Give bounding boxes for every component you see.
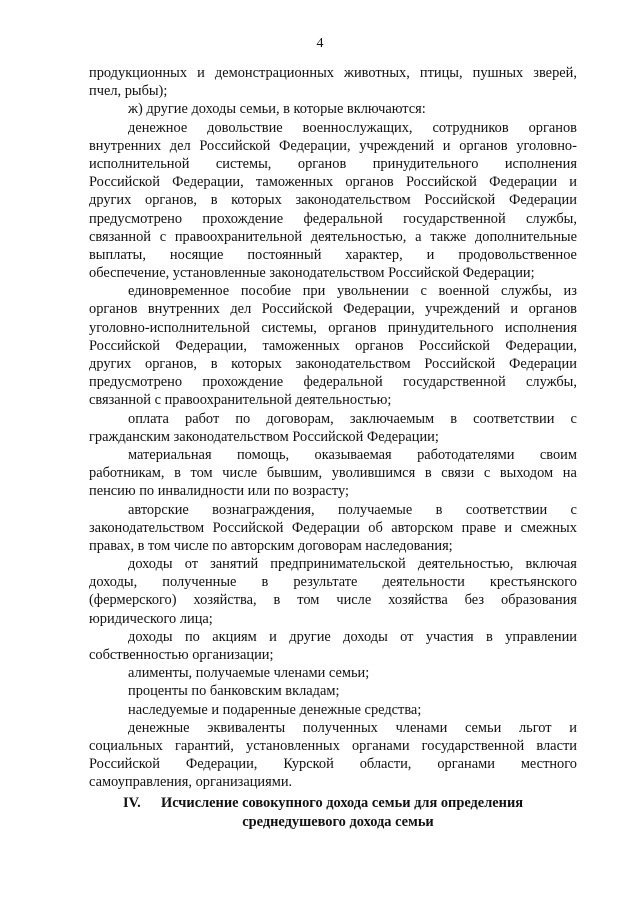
word: органов xyxy=(528,301,577,318)
text-line xyxy=(89,446,577,464)
word: законодательством xyxy=(89,519,205,536)
word: постоянный xyxy=(247,246,322,263)
word: договорам, xyxy=(266,410,334,427)
word: Федерации, xyxy=(279,137,351,154)
text-line xyxy=(89,519,577,537)
word: в xyxy=(450,410,458,427)
word: и xyxy=(569,174,577,191)
word: единовременное xyxy=(128,283,230,300)
word: Российской xyxy=(261,301,333,318)
word: от xyxy=(184,556,198,573)
text-line xyxy=(89,64,577,82)
word: Федерации, xyxy=(343,301,415,318)
word: с xyxy=(159,228,167,245)
text-line xyxy=(89,719,577,737)
text-line: обеспечение, установленные законодательством Российской Федерации; xyxy=(89,265,535,282)
word: органов xyxy=(459,137,508,154)
word: по xyxy=(184,628,200,645)
word: дел xyxy=(169,137,191,154)
word: внутренних xyxy=(89,137,162,154)
word: Федерации xyxy=(291,519,360,536)
word: учреждений xyxy=(425,301,500,318)
word: Российской xyxy=(199,137,271,154)
word: органов xyxy=(355,337,404,354)
word: предусмотрено xyxy=(89,374,183,391)
word: службы, xyxy=(500,283,552,300)
word: полученные xyxy=(162,574,237,591)
word: хозяйства xyxy=(388,592,448,609)
word: установленных xyxy=(246,737,340,754)
word: праве xyxy=(461,519,497,536)
word: местного xyxy=(520,756,577,773)
text-line: пчел, рыбы); xyxy=(89,83,168,100)
word: членами xyxy=(395,719,448,736)
word: характер, xyxy=(345,246,403,263)
word: Федерации, xyxy=(505,337,577,354)
word: в xyxy=(424,465,432,482)
word: образования xyxy=(500,592,577,609)
word: прохождение xyxy=(202,374,284,391)
word: правоохранительной xyxy=(174,228,303,245)
text-line xyxy=(89,155,577,173)
word: носящие xyxy=(169,246,224,263)
word: органами xyxy=(351,737,410,754)
word: Российской xyxy=(424,192,496,209)
word: доходы xyxy=(128,556,173,573)
word: Федерации xyxy=(508,356,577,372)
text-line xyxy=(89,573,577,591)
word: государственной xyxy=(403,210,506,227)
word: предусмотрено xyxy=(89,210,183,227)
word: органов, xyxy=(145,356,197,372)
word: том xyxy=(190,465,213,482)
text-line xyxy=(89,755,577,773)
word: от xyxy=(400,628,414,645)
word: в xyxy=(486,628,493,645)
text-line: собственностью организации; xyxy=(89,647,274,663)
word: уголовно- xyxy=(516,137,577,154)
word: в xyxy=(435,501,443,518)
text-line xyxy=(89,119,577,137)
text-line: юридического лица; xyxy=(89,610,213,627)
word: довольствие xyxy=(207,119,283,136)
word: работодателями xyxy=(417,446,515,463)
text-line xyxy=(89,228,577,246)
word: предпринимательской xyxy=(270,556,406,573)
word: участия xyxy=(425,628,474,645)
word: таможенных xyxy=(255,174,334,191)
word: законодательством xyxy=(295,356,411,372)
word: помощь, xyxy=(236,446,290,463)
word: и xyxy=(426,246,435,263)
word: принудительного xyxy=(372,155,479,172)
word: связанной xyxy=(89,228,151,245)
word: продукционных xyxy=(89,65,188,81)
body-text xyxy=(89,64,577,792)
text-line xyxy=(89,464,577,482)
word: с xyxy=(570,410,577,427)
text-line xyxy=(89,591,577,609)
word: птицы, xyxy=(419,65,463,81)
word: дополнительные xyxy=(474,228,577,245)
word: и xyxy=(510,301,519,318)
word: акциям xyxy=(212,628,257,645)
word: военнослужащих, xyxy=(302,119,413,136)
word: в xyxy=(210,356,218,372)
word: работникам, xyxy=(89,465,165,482)
word: с xyxy=(483,465,491,482)
section-heading-line-1 xyxy=(89,794,577,813)
word: животных, xyxy=(344,65,410,81)
word: денежное xyxy=(128,119,188,136)
section-number: IV. xyxy=(123,795,141,811)
word: хозяйства, xyxy=(193,592,257,609)
text-line xyxy=(89,373,577,391)
word: без xyxy=(464,592,485,609)
word: государственной xyxy=(403,374,506,391)
word: эквиваленты xyxy=(207,719,286,736)
word: которых xyxy=(231,356,282,372)
word: системы, xyxy=(261,319,317,336)
word: крестьянского xyxy=(489,574,577,591)
word: службы, xyxy=(526,374,577,391)
word: Федерации, xyxy=(185,756,258,773)
word: органами xyxy=(437,756,495,773)
word: законодательством xyxy=(295,192,411,209)
word: денежные xyxy=(128,719,190,736)
word: и xyxy=(504,519,513,536)
word: получаемые xyxy=(337,501,413,518)
text-line: проценты по банковским вкладам; xyxy=(128,683,340,700)
word: других xyxy=(89,356,132,372)
word: в xyxy=(210,192,218,209)
word: органов xyxy=(345,174,394,191)
text-line: связанной с правоохранительной деятельностью; xyxy=(89,392,392,409)
word: и xyxy=(569,719,577,736)
word: с xyxy=(420,283,427,300)
word: органов xyxy=(89,301,138,318)
word: и xyxy=(269,628,277,645)
word: исполнения xyxy=(504,319,577,336)
word: Российской xyxy=(89,337,160,354)
word: принудительного xyxy=(387,319,494,336)
word: льгот xyxy=(518,719,552,736)
word: демонстрационных xyxy=(214,65,334,81)
word: Российской xyxy=(89,756,160,773)
word: семьи xyxy=(464,719,502,736)
word: на xyxy=(562,465,577,482)
word: системы, xyxy=(215,155,272,172)
word: доходы xyxy=(343,628,388,645)
word: доходы, xyxy=(89,574,138,591)
word: с xyxy=(570,501,577,518)
section-title-line-1: Исчисление совокупного дохода семьи для определения xyxy=(161,795,524,811)
word: также xyxy=(430,228,467,245)
word: а xyxy=(415,228,422,245)
section-heading xyxy=(89,794,577,832)
word: (фермерского) xyxy=(89,592,177,609)
word: продовольственное xyxy=(458,246,577,263)
word: заключаемым xyxy=(349,410,435,427)
word: деятельности xyxy=(382,574,465,591)
word: полученных xyxy=(302,719,378,736)
word: федеральной xyxy=(303,374,383,391)
word: увольнении xyxy=(336,283,409,300)
word: Курской xyxy=(283,756,334,773)
text-line xyxy=(89,737,577,755)
text-line: самоуправления, организациями. xyxy=(89,774,293,791)
text-line xyxy=(89,246,577,264)
word: управлении xyxy=(505,628,577,645)
word: вознаграждения, xyxy=(212,501,315,518)
text-line xyxy=(89,501,577,519)
text-line xyxy=(89,191,577,209)
word: других xyxy=(89,192,132,209)
word: федеральной xyxy=(303,210,383,227)
word: гарантий, xyxy=(174,737,234,754)
text-line: пенсию по инвалидности или по возрасту; xyxy=(89,483,350,500)
word: Федерации, xyxy=(175,337,247,354)
word: Федерации xyxy=(489,174,558,191)
word: Российской xyxy=(419,337,490,354)
word: таможенных xyxy=(262,337,340,354)
word: в xyxy=(261,574,269,591)
word: смежных xyxy=(520,519,577,536)
word: сотрудников xyxy=(432,119,509,136)
text-line xyxy=(89,628,577,646)
word: из xyxy=(563,283,577,300)
word: материальная xyxy=(128,446,212,463)
word: своим xyxy=(539,446,577,463)
word: Российской xyxy=(424,356,496,372)
word: оплата xyxy=(128,410,169,427)
text-line: алименты, получаемые членами семьи; xyxy=(128,665,370,682)
word: авторском xyxy=(391,519,454,536)
word: в xyxy=(174,465,181,482)
word: Федерации xyxy=(508,192,577,209)
text-line xyxy=(89,337,577,355)
word: органов xyxy=(528,119,577,136)
word: выходом xyxy=(499,465,554,482)
word: авторские xyxy=(128,501,189,518)
text-line: гражданским законодательством Российской Федерации; xyxy=(89,428,439,445)
word: военной xyxy=(438,283,490,300)
text-line xyxy=(89,210,577,228)
word: власти xyxy=(536,737,577,754)
word: соответствии xyxy=(473,410,555,427)
word: доходы xyxy=(128,628,173,645)
word: органов xyxy=(297,155,347,172)
word: Российской xyxy=(212,519,284,536)
text-line xyxy=(89,355,577,373)
word: уволившимся xyxy=(331,465,416,482)
word: государственной xyxy=(421,737,525,754)
word: исполнения xyxy=(504,155,577,172)
word: занятий xyxy=(210,556,259,573)
word: области, xyxy=(359,756,412,773)
word: том xyxy=(297,592,320,609)
word: прохождение xyxy=(202,210,284,227)
word: зверей, xyxy=(533,65,577,81)
word: бывшим, xyxy=(266,465,323,482)
word: социальных xyxy=(89,737,163,754)
word: Российской xyxy=(405,174,477,191)
word: оказываемая xyxy=(314,446,392,463)
word: органов xyxy=(328,319,377,336)
word: внутренних xyxy=(147,301,220,318)
word: дел xyxy=(230,301,252,318)
word: Российской xyxy=(89,174,160,191)
word: пособие xyxy=(240,283,292,300)
text-line: правах, в том числе по авторским договорам наследования; xyxy=(89,537,453,554)
word: деятельностью, xyxy=(417,556,514,573)
word: результате xyxy=(293,574,358,591)
word: числе xyxy=(336,592,372,609)
word: работ xyxy=(185,410,220,427)
text-line xyxy=(89,410,577,428)
text-line xyxy=(89,282,577,300)
text-line: ж) другие доходы семьи, в которые включаются: xyxy=(128,101,426,118)
word: при xyxy=(302,283,326,300)
word: и xyxy=(197,65,205,81)
word: органов, xyxy=(145,192,197,209)
word: и xyxy=(442,137,451,154)
page-number: 4 xyxy=(316,36,324,51)
word: другие xyxy=(289,628,331,645)
word: соответствии xyxy=(465,501,548,518)
word: исполнительной xyxy=(89,155,190,172)
word: числе xyxy=(222,465,258,482)
word: выплаты, xyxy=(89,246,146,263)
section-title-line-2: среднедушевого дохода семьи xyxy=(242,814,434,830)
word: уголовно-исполнительной xyxy=(89,319,251,336)
word: пушных xyxy=(472,65,524,81)
word: деятельностью, xyxy=(310,228,407,245)
word: службы, xyxy=(526,210,577,227)
text-line xyxy=(89,319,577,337)
word: в xyxy=(273,592,281,609)
word: об xyxy=(368,519,383,536)
word: связи xyxy=(441,465,475,482)
text-line: наследуемые и подаренные денежные средства; xyxy=(128,701,422,718)
word: которых xyxy=(231,192,282,209)
text-line xyxy=(89,137,577,155)
word: включая xyxy=(525,556,577,573)
text-line xyxy=(89,300,577,318)
text-line xyxy=(89,173,577,191)
word: по xyxy=(235,410,251,427)
word: Федерации, xyxy=(172,174,244,191)
text-line xyxy=(89,555,577,573)
word: учреждений xyxy=(359,137,435,154)
